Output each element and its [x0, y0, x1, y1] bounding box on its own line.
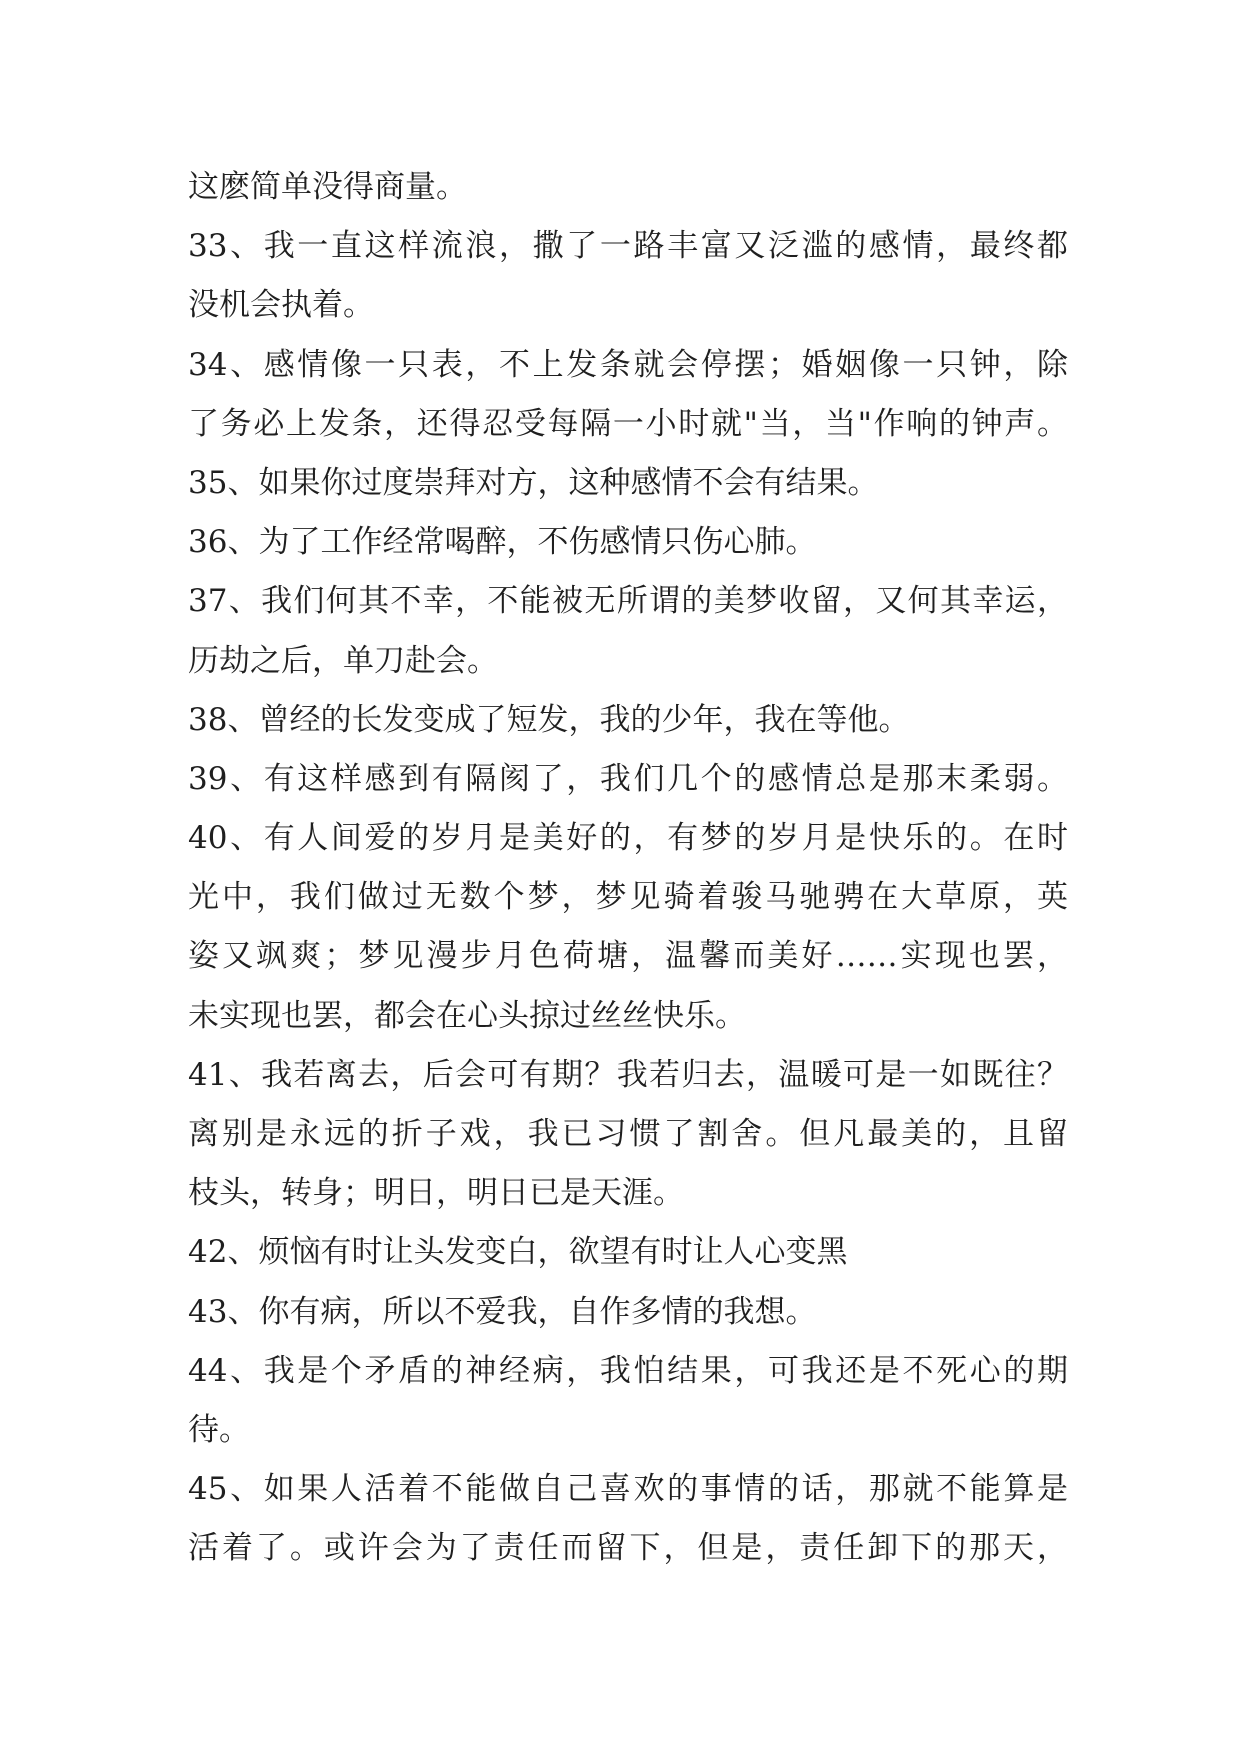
- text-line: 33、我一直这样流浪，撒了一路丰富又泛滥的感情，最终都: [188, 228, 1068, 265]
- text-line: 枝头，转身；明日，明日已是天涯。: [188, 1175, 684, 1212]
- text-line: 未实现也罢，都会在心头掠过丝丝快乐。: [188, 997, 746, 1034]
- text-line: 42、烦恼有时让头发变白，欲望有时让人心变黑: [188, 1234, 848, 1271]
- text-line: 离别是永远的折子戏，我已习惯了割舍。但凡最美的，且留: [188, 1116, 1068, 1152]
- text-line: 35、如果你过度崇拜对方，这种感情不会有结果。: [188, 464, 879, 501]
- text-line: 待。: [188, 1411, 250, 1448]
- text-line: 37、我们何其不幸，不能被无所谓的美梦收留，又何其幸运，: [188, 583, 1068, 620]
- text-line: 41、我若离去，后会可有期？我若归去，温暖可是一如既往？: [188, 1056, 1068, 1093]
- text-line: 39、有这样感到有隔阂了，我们几个的感情总是那末柔弱。: [188, 760, 1068, 797]
- text-line: 43、你有病，所以不爱我，自作多情的我想。: [188, 1293, 817, 1330]
- text-line: 36、为了工作经常喝醉，不伤感情只伤心肺。: [188, 524, 817, 561]
- text-line: 活着了。或许会为了责任而留下，但是，责任卸下的那天，: [188, 1530, 1068, 1567]
- text-line: 光中，我们做过无数个梦，梦见骑着骏马驰骋在大草原，英: [188, 879, 1068, 916]
- text-line: 姿又飒爽；梦见漫步月色荷塘，温馨而美好……实现也罢，: [188, 938, 1068, 975]
- text-line: 历劫之后，单刀赴会。: [188, 642, 498, 679]
- text-line: 38、曾经的长发变成了短发，我的少年，我在等他。: [188, 701, 910, 738]
- text-line: 了务必上发条，还得忍受每隔一小时就"当，当"作响的钟声。: [188, 405, 1068, 442]
- text-line: 45、如果人活着不能做自己喜欢的事情的话，那就不能算是: [188, 1471, 1068, 1508]
- text-line: 没机会执着。: [188, 287, 374, 324]
- text-line: 34、感情像一只表，不上发条就会停摆；婚姻像一只钟，除: [188, 346, 1068, 383]
- document-body: [188, 158, 1068, 1579]
- text-line: 44、我是个矛盾的神经病，我怕结果，可我还是不死心的期: [188, 1352, 1068, 1389]
- text-line: 这麽简单没得商量。: [188, 169, 467, 205]
- text-line: 40、有人间爱的岁月是美好的，有梦的岁月是快乐的。在时: [188, 820, 1068, 857]
